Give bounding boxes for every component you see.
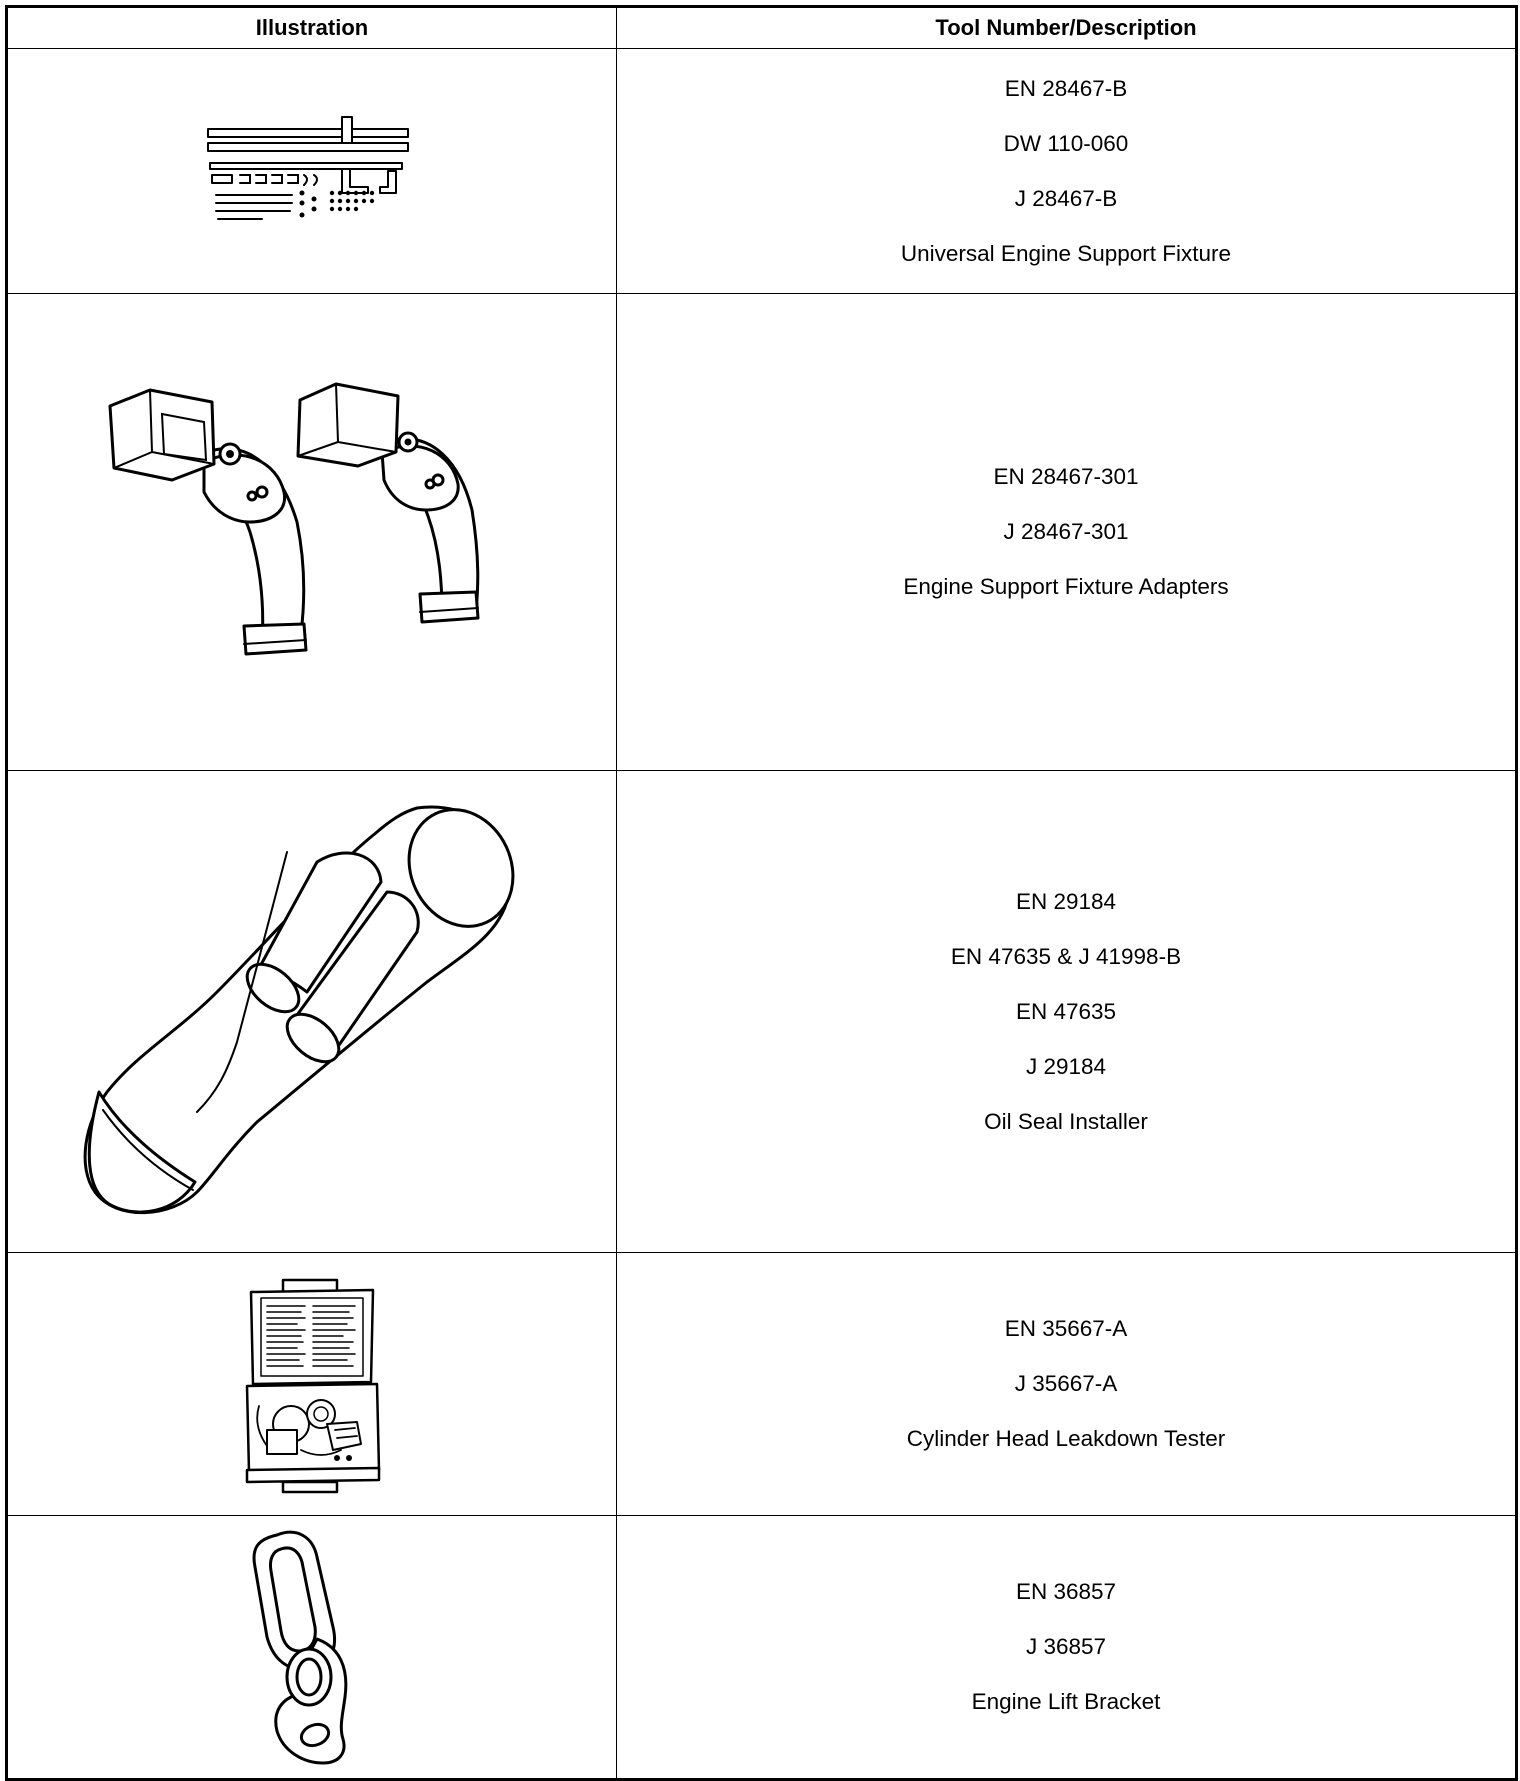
table-row xyxy=(7,1253,1517,1516)
oil-seal-installer-drawing xyxy=(77,792,547,1232)
table-row xyxy=(7,294,1517,771)
tool-number: J 29184 xyxy=(1025,1053,1107,1079)
table-row xyxy=(7,771,1517,1253)
tool-description: Engine Lift Bracket xyxy=(971,1689,1161,1714)
special-tools-table xyxy=(5,5,1518,1781)
tool-number: J 35667-A xyxy=(1014,1371,1118,1396)
table-row xyxy=(7,49,1517,294)
tool-number: J 36857 xyxy=(1025,1634,1107,1659)
engine-lift-bracket-drawing xyxy=(247,1527,377,1767)
tool-description: Universal Engine Support Fixture xyxy=(900,240,1232,266)
tool-number: EN 28467-B xyxy=(1004,75,1128,101)
header-illustration: Illustration xyxy=(7,7,617,49)
tool-description-cell xyxy=(617,1516,1517,1780)
table-row xyxy=(7,1516,1517,1780)
tool-description: Engine Support Fixture Adapters xyxy=(903,574,1229,599)
tool-number: EN 47635 & J 41998-B xyxy=(950,943,1182,969)
header-tool-number-description: Tool Number/Description xyxy=(617,7,1517,49)
engine-support-fixture-adapters-drawing xyxy=(92,372,532,692)
tool-number: J 28467-301 xyxy=(1003,519,1129,544)
leakdown-tester-case-drawing xyxy=(237,1274,387,1494)
tool-number: EN 28467-301 xyxy=(993,464,1139,489)
table-header-row xyxy=(7,7,1517,49)
tool-description-cell xyxy=(617,294,1517,771)
universal-engine-support-fixture-drawing xyxy=(202,111,422,231)
tool-number: J 28467-B xyxy=(1014,185,1118,211)
illustration-cell xyxy=(7,49,617,294)
tool-description-cell xyxy=(617,1253,1517,1516)
tool-number: EN 35667-A xyxy=(1004,1316,1128,1341)
tool-number: EN 47635 xyxy=(1015,998,1117,1024)
tool-number: EN 29184 xyxy=(1015,888,1117,914)
illustration-cell xyxy=(7,1516,617,1780)
tool-description: Cylinder Head Leakdown Tester xyxy=(906,1426,1226,1451)
illustration-cell xyxy=(7,771,617,1253)
illustration-cell xyxy=(7,1253,617,1516)
tool-description-cell xyxy=(617,49,1517,294)
tool-number: DW 110-060 xyxy=(1003,130,1129,156)
tool-description: Oil Seal Installer xyxy=(984,1108,1148,1134)
illustration-cell xyxy=(7,294,617,771)
tool-description-cell xyxy=(617,771,1517,1253)
tool-number: EN 36857 xyxy=(1015,1579,1117,1604)
